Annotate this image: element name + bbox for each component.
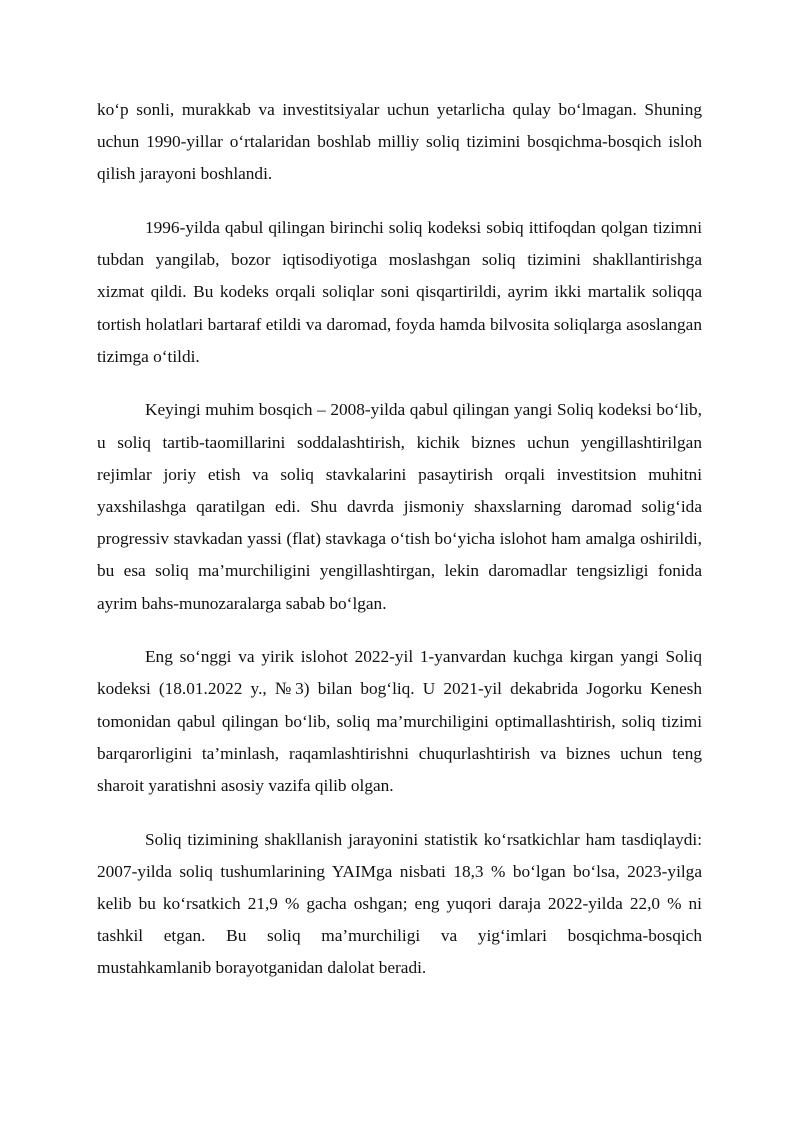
paragraph-tax-code-2022: Eng so‘nggi va yirik islohot 2022-yil 1-yanvardan kuchga kirgan yangi Soliq kodeksi (18.01.2022 y., №3) bilan bog‘liq. U 2021-yil dekabrida Jogorku Kenesh tomonidan qabul qilingan bo‘lib, soliq ma’murchiligini optimallashtirish, soliq tizimi barqarorligini ta’minlash, raqamlashtirishni chuqurlashtirish va biznes uchun teng sharoit yaratishni asosiy vazifa qilib olgan.	[97, 647, 702, 796]
paragraph-tax-code-2008: Keyingi muhim bosqich – 2008-yilda qabul qilingan yangi Soliq kodeksi bo‘lib, u soliq tartib-taomillarini soddalashtirish, kichik biznes uchun yengillashtirilgan rejimlar joriy etish va soliq stavkalarini pasaytirish orqali investitsion muhitni yaxshilashga qaratilgan edi. Shu davrda jismoniy shaxslarning daromad solig‘ida progressiv stavkadan yassi (flat) stavkaga o‘tish bo‘yicha islohot ham amalga oshirildi, bu esa soliq ma’murchiligini yengillashtirgan, lekin daromadlar tengsizligi fonida ayrim bahs-munozaralarga sabab bo‘lgan.	[97, 400, 702, 613]
document-page	[97, 94, 702, 1006]
paragraph-first-tax-code-1996: 1996-yilda qabul qilingan birinchi soliq kodeksi sobiq ittifoqdan qolgan tizimni tubdan yangilab, bozor iqtisodiyotiga moslashgan soliq tizimini shakllantirishga xizmat qildi. Bu kodeks orqali soliqlar soni qisqartirildi, ayrim ikki martalik soliqqa tortish holatlari bartaraf etildi va daromad, foyda hamda bilvosita soliqlarga asoslangan tizimga o‘tildi.	[97, 218, 702, 366]
paragraph-continued: ko‘p sonli, murakkab va investitsiyalar uchun yetarlicha qulay bo‘lmagan. Shuning uchun 1990-yillar o‘rtalaridan boshlab milliy soliq tizimini bosqichma-bosqich isloh qilish jarayoni boshlandi.	[97, 100, 702, 184]
paragraph-statistics: Soliq tizimining shakllanish jarayonini statistik ko‘rsatkichlar ham tasdiqlaydi: 2007-yilda soliq tushumlarining YAIMga nisbati 18,3 % bo‘lgan bo‘lsa, 2023-yilga kelib bu ko‘rsatkich 21,9 % gacha oshgan; eng yuqori daraja 2022-yilda 22,0 % ni tashkil etgan. Bu soliq ma’murchiligi va yig‘imlari bosqichma-bosqich mustahkamlanib borayotganidan dalolat beradi.	[97, 829, 702, 978]
